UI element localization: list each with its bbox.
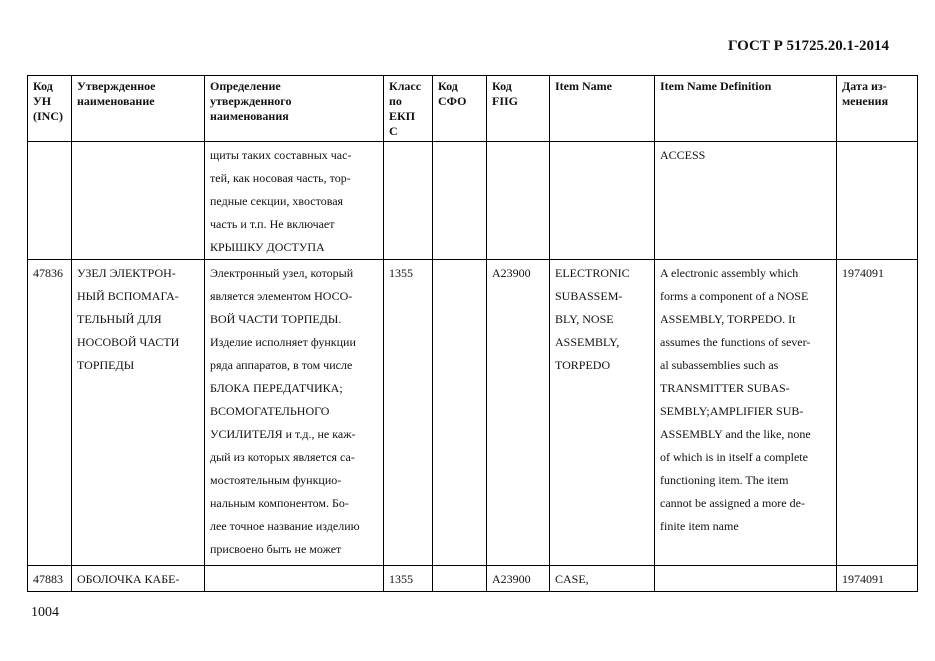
cell-inc: 47883 [28,566,72,592]
column-header-approved-name: Утвержденное наименование [72,76,205,142]
column-header-date: Дата из- менения [837,76,918,142]
cell-approved-name: ОБОЛОЧКА КАБЕ- [72,566,205,592]
cell-definition [205,566,384,592]
cell-sfo [433,260,487,566]
cell-class: 1355 [384,566,433,592]
cell-definition: Электронный узел, который является элементом НОСО- ВОЙ ЧАСТИ ТОРПЕДЫ. Изделие исполняет функции ряда аппаратов, в том числе БЛОКА ПЕРЕДАТЧИКА; ВСОМОГАТЕЛЬНОГО УСИЛИТЕЛЯ и т.д., не каж- дый из которых является са- мостоятельным функцио- нальным компонентом. Бо- лее точное название изделию присвоено быть не может [205,260,384,566]
cell-class [384,142,433,260]
cell-date: 1974091 [837,566,918,592]
cell-class: 1355 [384,260,433,566]
column-header-item-name: Item Name [550,76,655,142]
column-header-sfo: Код СФО [433,76,487,142]
cell-fiig: A23900 [487,260,550,566]
cell-approved-name [72,142,205,260]
cell-item-name [550,142,655,260]
document-code: ГОСТ Р 51725.20.1-2014 [727,38,889,54]
cell-item-definition: ACCESS [655,142,837,260]
cell-inc [28,142,72,260]
cell-sfo [433,142,487,260]
column-header-class: Класс по ЕКП С [384,76,433,142]
page-number: 1004 [31,605,59,620]
cell-sfo [433,566,487,592]
cell-item-definition: A electronic assembly which forms a component of a NOSE ASSEMBLY, TORPEDO. It assumes the functions of sever- al subassemblies such as TRANSMITTER SUBAS- SEMBLY;AMPLIFIER SUB- ASSEMBLY and the like, none of which is in itself a complete functioning item. The item cannot be assigned a more de- finite item name [655,260,837,566]
cell-item-name: ELECTRONIC SUBASSEM- BLY, NOSE ASSEMBLY, TORPEDO [550,260,655,566]
column-header-inc: Код УН (INC) [28,76,72,142]
cell-approved-name: УЗЕЛ ЭЛЕКТРОН- НЫЙ ВСПОМАГА- ТЕЛЬНЫЙ ДЛЯ НОСОВОЙ ЧАСТИ ТОРПЕДЫ [72,260,205,566]
cell-fiig [487,142,550,260]
column-header-fiig: Код FIIG [487,76,550,142]
cell-fiig: A23900 [487,566,550,592]
table-row [28,566,918,592]
column-header-definition: Определение утвержденного наименования [205,76,384,142]
cell-definition: щиты таких составных час- тей, как носовая часть, тор- педные секции, хвостовая часть и т.п. Не включает КРЫШКУ ДОСТУПА [205,142,384,260]
cell-item-definition [655,566,837,592]
table-row [28,142,918,260]
column-header-item-definition: Item Name Definition [655,76,837,142]
table-row [28,260,918,566]
table-header-row [28,76,918,142]
cell-date [837,142,918,260]
cell-item-name: CASE, [550,566,655,592]
cell-date: 1974091 [837,260,918,566]
items-table [27,75,918,592]
cell-inc: 47836 [28,260,72,566]
